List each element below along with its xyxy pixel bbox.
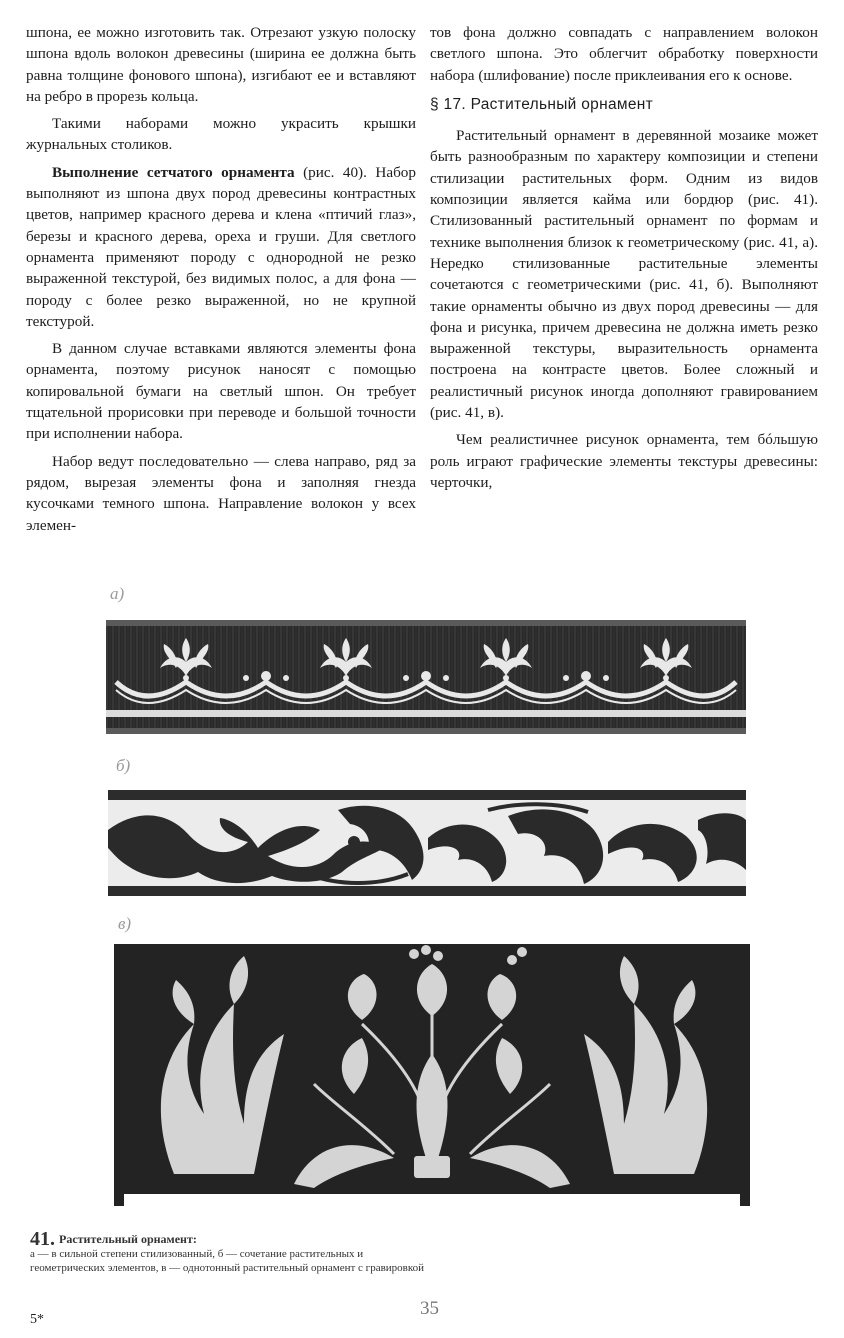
caption-text: а — в сильной степени стилизованный, б — сочетание растительных и геометрических элементов, в — однотонный растительный орнамент с гравировкой	[30, 1248, 425, 1274]
section-heading: § 17. Растительный орнамент	[430, 95, 654, 113]
paragraph: В данном случае вставками являются элементы фона орнамента, поэтому рисунок наносят с помощью копировальной бумаги на светлый шпон. Он требует тщательной прорисовки при переводе и большой точности при исполнении набора.	[26, 340, 416, 443]
signature-mark: 5*	[30, 1312, 44, 1327]
page-number: 35	[420, 1298, 439, 1319]
panel-label-b: б)	[116, 756, 131, 775]
paragraph: Чем реалистичнее рисунок орнамента, тем бóльшую роль играют графические элементы текстуры древесины: черточки,	[430, 431, 818, 491]
ornament-panel-c	[114, 944, 750, 1206]
bold-term: Выполнение сетчатого орнамента	[52, 163, 295, 181]
panel-label-a: а)	[110, 584, 125, 603]
ornament-panel-a	[106, 620, 746, 734]
figure-caption	[30, 1228, 430, 1275]
left-text-column	[26, 22, 416, 542]
paragraph: шпона, ее можно изготовить так. Отрезают узкую полоску шпона вдоль волокон древесины (ширина ее должна быть равна толщине фонового шпона), изгибают ее и вставляют на ребро в прорезь кольца.	[26, 24, 416, 105]
ornament-panel-b	[108, 790, 746, 896]
panel-label-c: в)	[118, 914, 132, 933]
paragraph: Такими наборами можно украсить крышки журнальных столиков.	[26, 115, 416, 154]
figure-number: 41.	[30, 1228, 55, 1250]
paragraph-text: (рис. 40). Набор выполняют из шпона двух пород древесины контрастных цветов, например красного дерева и клена «птичий глаз», березы и красного дерева, ореха и груши. Для светлого орнамента применяют породу с однородной не резко выраженной текстурой, без видимых полос, а для фона — породу с более резко выраженной, но не крупной текстурой.	[26, 163, 416, 330]
right-text-column	[430, 22, 818, 499]
paragraph: Набор ведут последовательно — слева направо, ряд за рядом, вырезая элементы фона и заполняя гнезда кусочками темного шпона. Направление волокон у всех элемен-	[26, 452, 416, 534]
paragraph: тов фона должно совпадать с направлением волокон светлого шпона. Это облегчит обработку поверхности набора (шлифование) после приклеивания его к основе.	[430, 24, 818, 84]
caption-title: Растительный орнамент:	[59, 1232, 197, 1246]
paragraph	[26, 162, 416, 332]
paragraph: Растительный орнамент в деревянной мозаике может быть разнообразным по характеру композиции и степени стилизации растительных форм. Одним из видов композиции является кайма или бордюр (рис. 41). Стилизованный растительный орнамент по формам и технике выполнения близок к геометрическому (рис. 41, а). Нередко стилизованные растительные элементы сочетаются с геометрическими (рис. 41, б). Выполняют такие орнаменты обычно из двух пород древесины — для фона и рисунка, причем древесина не должна иметь резко выраженной текстуры, выразительность орнамента построена на контрасте цветов. Более сложный и реалистичный рисунок иногда дополняют гравированием (рис. 41, в).	[430, 127, 818, 422]
